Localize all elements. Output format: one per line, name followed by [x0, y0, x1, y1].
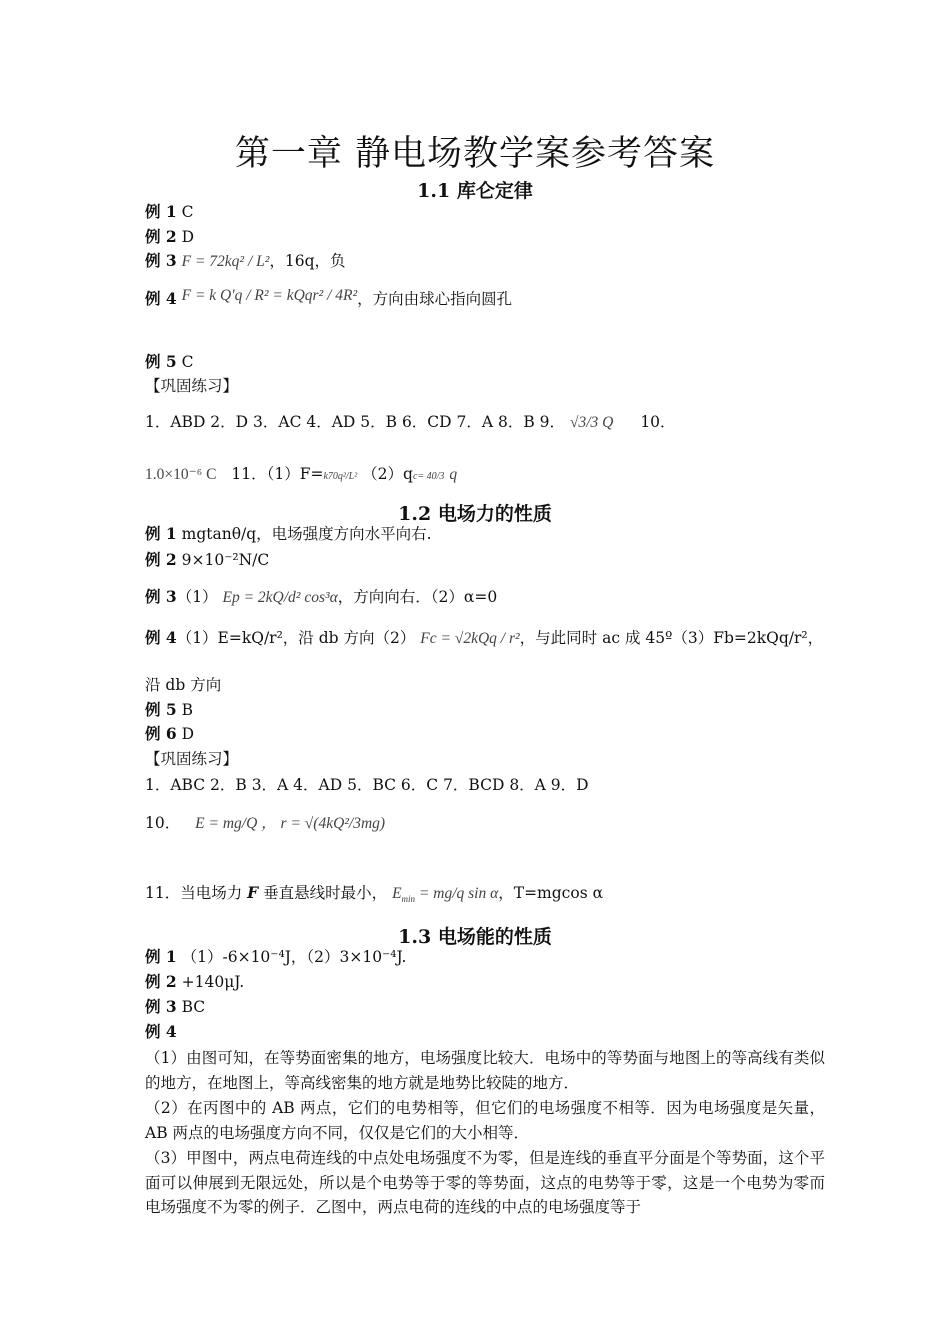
formula: F = 72kq² / L²: [181, 253, 270, 270]
example-label: 例 1: [145, 202, 177, 221]
example-label: 例 5: [145, 700, 177, 719]
example-label: 例 2: [145, 227, 177, 246]
example-1-1-1: [145, 202, 194, 222]
formula: Fc = √2kQq / r²: [420, 630, 520, 647]
example-1-2-6: [145, 724, 194, 744]
practice-answers-1-1-line2: 1.0×10⁻⁶ C 11．（1）F=k70q²/L² （2）qc= 40/3 q: [145, 465, 458, 483]
example-1-1-3: [145, 251, 346, 272]
example-label: 例 1: [145, 947, 177, 966]
example-label: 例 4: [145, 628, 177, 647]
example-answer: D: [181, 725, 195, 743]
practice-answers: （2）q: [362, 465, 413, 483]
formula: √3/3 Q: [569, 414, 614, 431]
example-label: 例 4: [145, 1022, 177, 1041]
example-answer: B: [181, 701, 194, 719]
practice-answers: 10．: [145, 814, 181, 832]
example-1-3-4: [145, 1022, 177, 1042]
example-answer: mgtanθ/q，电场强度方向水平向右.: [181, 525, 432, 543]
example-tail: ，方向由球心指向圆孔: [357, 290, 513, 308]
example-1-1-5: [145, 352, 194, 372]
example-answer: C: [181, 353, 194, 371]
example-answer: C: [181, 203, 194, 221]
example-label: 例 6: [145, 724, 177, 743]
example-answer: +140μJ.: [181, 973, 245, 991]
example-label: 例 3: [145, 587, 177, 606]
practice-answers: 11．（1）F=: [231, 465, 324, 483]
example-1-1-2: [145, 227, 194, 247]
practice-answers: 10．: [640, 413, 676, 431]
example-answer: （1）-6×10⁻⁴J，（2）3×10⁻⁴J.: [181, 948, 407, 966]
formula: 1.0×10⁻⁶ C: [145, 466, 217, 483]
page-title: 第一章 静电场教学案参考答案: [234, 134, 716, 174]
section-heading-1-3: 1.3 电场能的性质: [398, 926, 552, 948]
practice-q11-1-2: 11．当电场力 F 垂直悬线时最小， $E_{min} = mg/q$ sin α，T=mgcos α: [145, 883, 604, 905]
section-heading-1-1: 1.1 库仑定律: [417, 180, 533, 202]
example-label: 例 2: [145, 972, 177, 991]
example-1-2-4-cont: 沿 db 方向: [145, 676, 222, 694]
practice-answers: 垂直悬线时最小，: [263, 884, 388, 902]
example-answer: D: [181, 228, 195, 246]
example-text: （1）E=kQ/r²，沿 db 方向（2）: [176, 629, 416, 647]
practice-answers-1-1-line1: [145, 412, 676, 433]
example-1-2-2: [145, 550, 269, 570]
practice-answers: 11．当电场力: [145, 884, 243, 902]
paragraph-2: （2）在丙图中的 AB 两点，它们的电势相等，但它们的电场强度不相等．因为电场强度是矢量，AB 两点的电场强度方向不同，仅仅是它们的大小相等．: [145, 1099, 825, 1142]
paragraph-1: （1）由图可知，在等势面密集的地方，电场强度比较大．电场中的等势面与地图上的等高线有类似的地方，在地图上，等高线密集的地方就是地势比较陡的地方．: [145, 1049, 825, 1092]
example-tail: ，方向向右．（2）α=0: [337, 588, 498, 606]
practice-answers-1-2-line1: 1．ABC 2．B 3．A 4．AD 5．BC 6．C 7．BCD 8．A 9．D: [145, 776, 589, 794]
example-label: 例 3: [145, 251, 177, 270]
example-label: 例 2: [145, 550, 177, 569]
example-1-2-3: [145, 587, 497, 608]
paragraph-3: （3）甲图中，两点电荷连线的中点处电场强度不为零，但是连线的垂直平分面是个等势面，这个平面可以伸展到无限远处，所以是个电势等于零的等势面，这点的电势等于零，这是一个电势为零而电场强度不为零的例子．乙图中，两点电荷的连线的中点的电场强度等于: [145, 1149, 825, 1216]
example-text: （1）: [176, 588, 218, 606]
example-label: 例 5: [145, 352, 177, 371]
example-label: 例 1: [145, 524, 177, 543]
practice-answers: 1．ABD 2．D 3．AC 4．AD 5．B 6．CD 7．A 8．B 9．: [145, 413, 566, 431]
example-1-3-2: [145, 972, 244, 992]
section-heading-1-2: 1.2 电场力的性质: [398, 503, 552, 525]
practice-label-1-1: 【巩固练习】: [145, 377, 239, 395]
formula: Ep = 2kQ/d² cos³α: [222, 589, 338, 606]
formula: F = k Q'q / R² = kQqr² / 4R²: [181, 287, 358, 304]
example-label: 例 4: [145, 289, 177, 308]
formula: q: [449, 466, 458, 483]
example-1-2-5: [145, 700, 193, 720]
example-1-2-4: [145, 628, 823, 649]
example-label: 例 3: [145, 997, 177, 1016]
practice-answers: ，T=mgcos α: [498, 884, 604, 902]
example-tail: ，与此同时 ac 成 45º（3）Fb=2kQq/r²，: [519, 629, 824, 647]
example-1-2-1: [145, 524, 432, 544]
example-1-3-1: [145, 947, 406, 967]
example-1-1-4: [145, 289, 512, 309]
example-answer: BC: [181, 998, 206, 1016]
example-1-3-3: [145, 997, 205, 1017]
example-answer: 9×10⁻²N/C: [181, 551, 270, 569]
practice-q10-1-2: 10． E = mg/Q ， r = √(4kQ²/3mg): [145, 814, 386, 832]
practice-label-1-2: 【巩固练习】: [145, 750, 239, 768]
example-tail: ，16q，负: [269, 252, 346, 270]
